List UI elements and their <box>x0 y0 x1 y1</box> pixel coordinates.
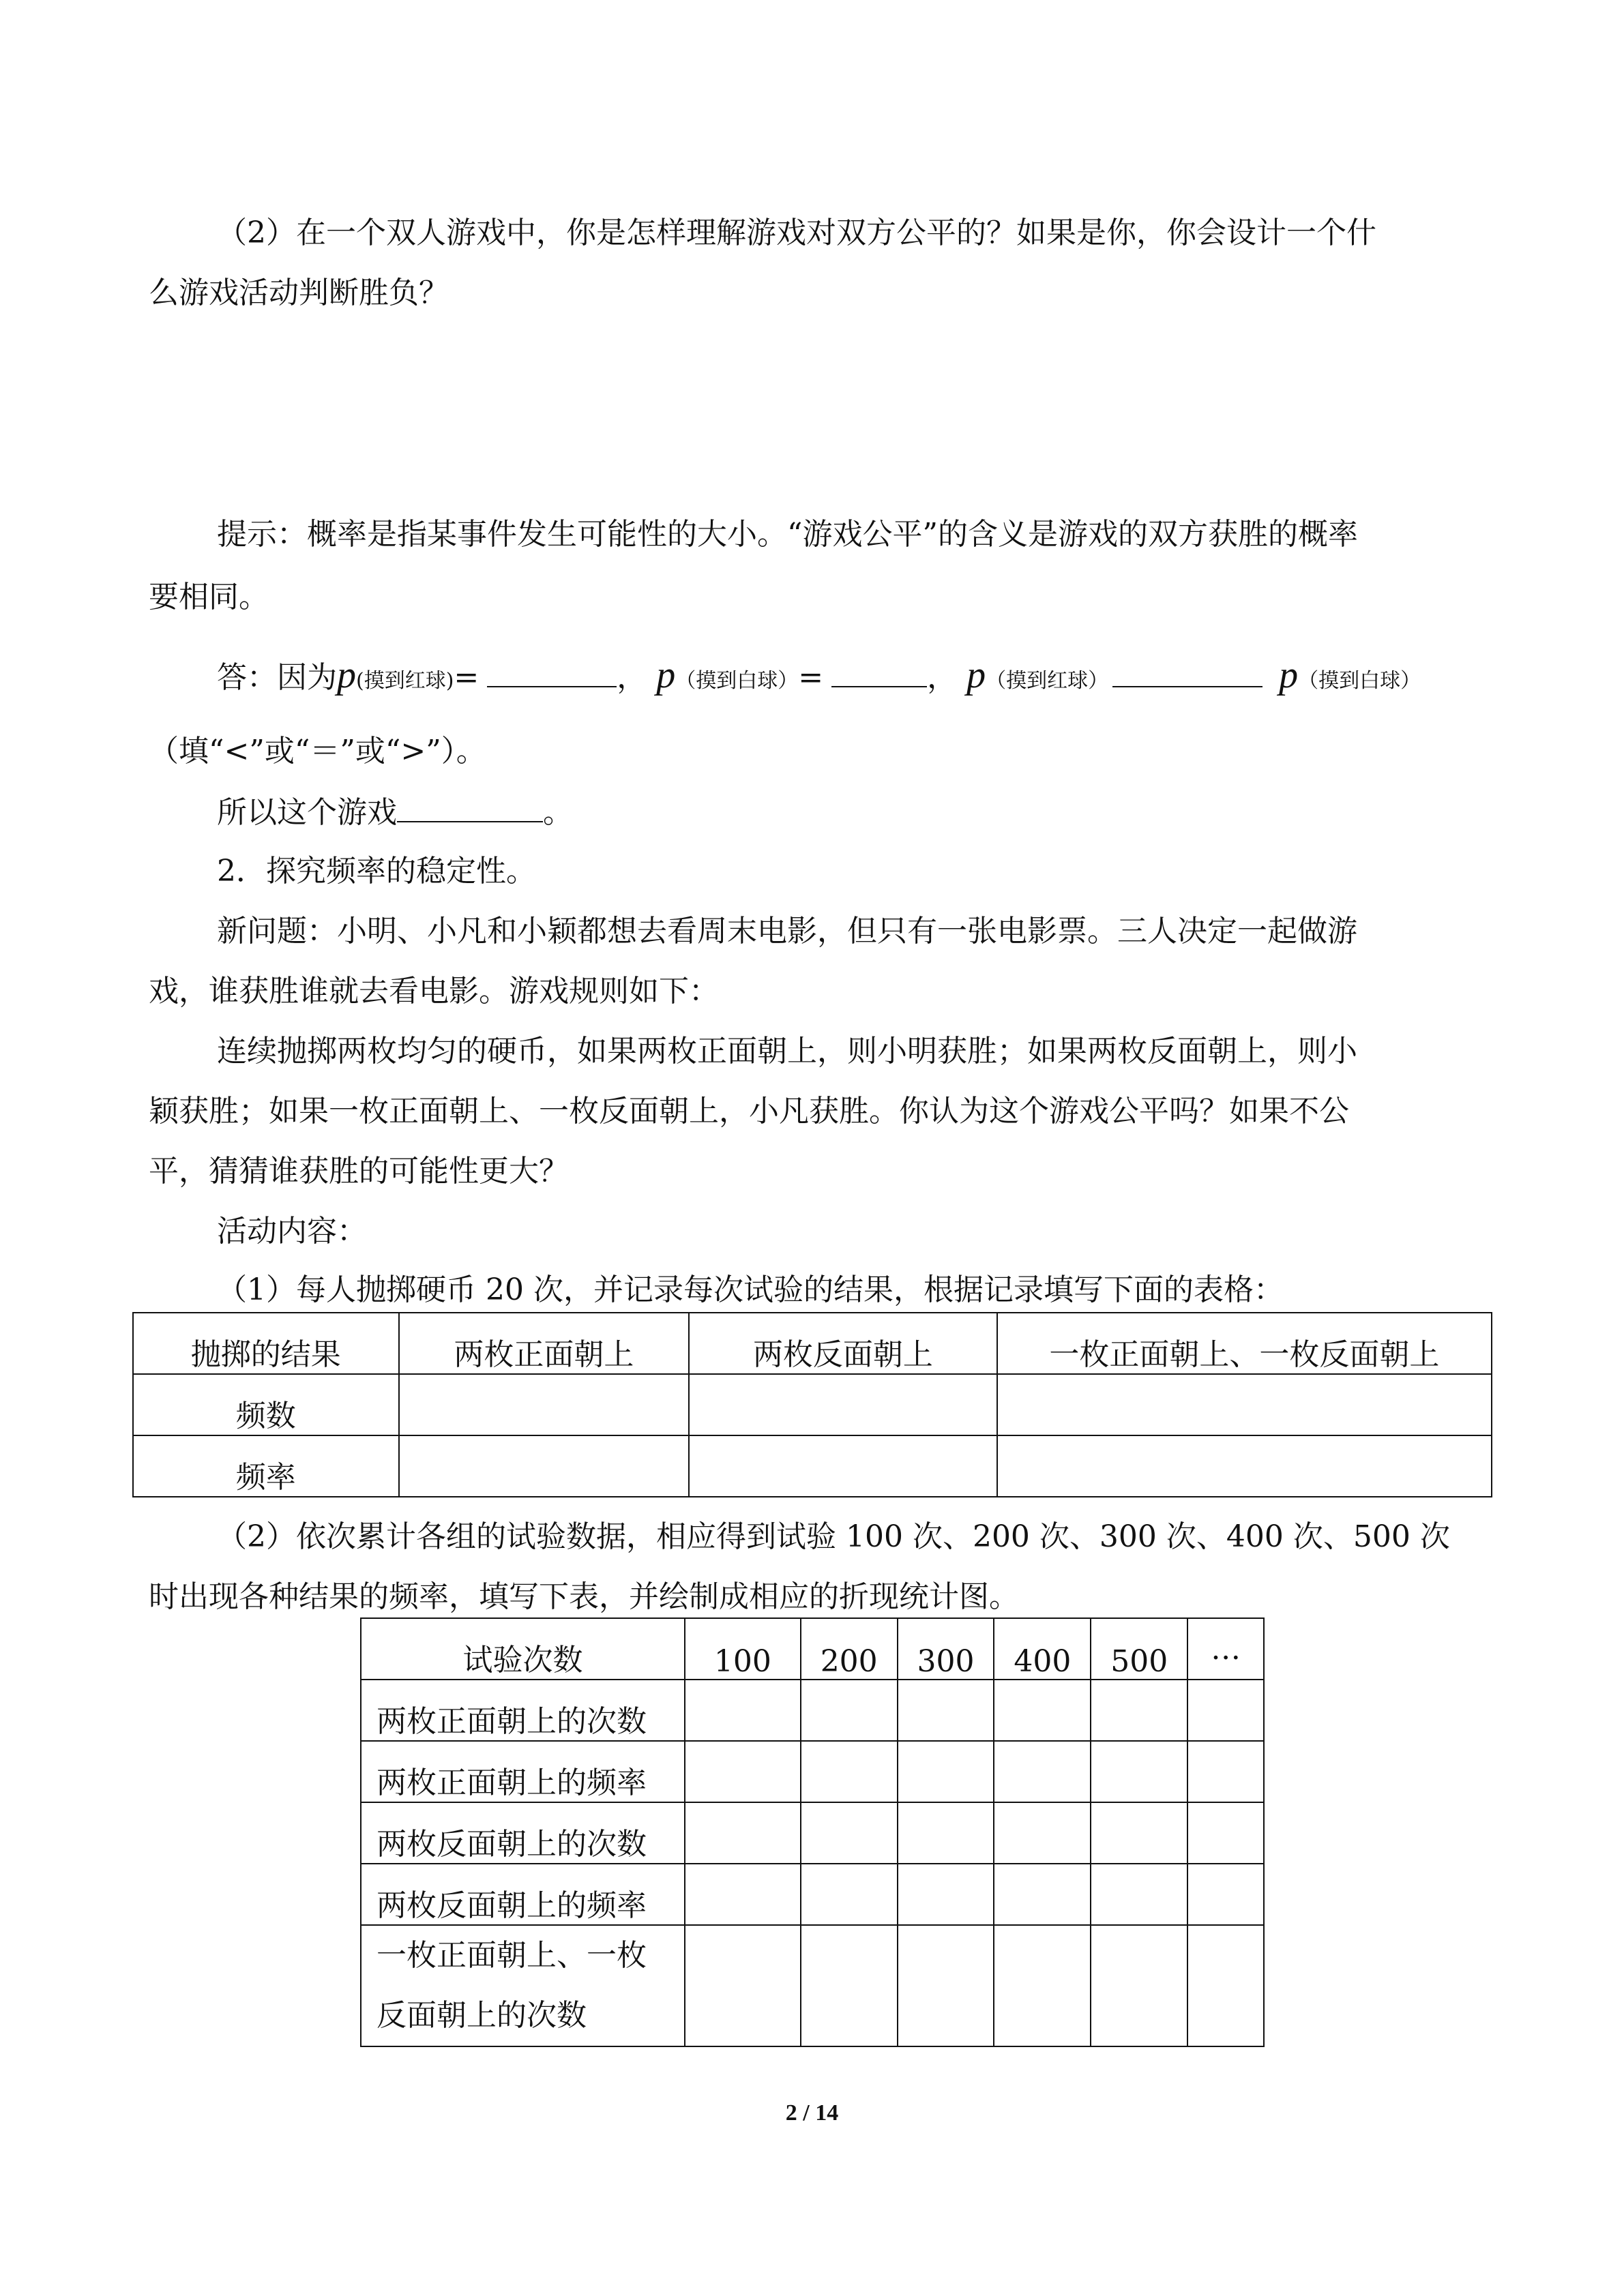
table-row <box>361 1618 1264 1680</box>
question-2-line1: （2）在一个双人游戏中，你是怎样理解游戏对双方公平的？如果是你，你会设计一个什 <box>217 215 1376 250</box>
p-symbol: p <box>1279 654 1299 696</box>
table-row <box>133 1374 1492 1435</box>
subscript-white: （摸到白球） <box>675 669 799 693</box>
table-row <box>133 1313 1492 1374</box>
hint-line1: 提示：概率是指某事件发生可能性的大小。“游戏公平”的含义是游戏的双方获胜的概率 <box>217 517 1358 552</box>
table-row <box>361 1864 1264 1925</box>
table-cell[interactable] <box>994 1864 1091 1925</box>
table-header: … <box>1187 1618 1264 1680</box>
subscript-white: （摸到白球） <box>1298 669 1421 693</box>
table-cell[interactable] <box>1187 1680 1264 1741</box>
table-header: 500 <box>1091 1618 1187 1680</box>
fill-note: （填“<”或“＝”或“>”）。 <box>149 734 486 769</box>
table-cell[interactable] <box>997 1435 1492 1497</box>
table-cell[interactable] <box>1091 1802 1187 1864</box>
step-2-line1: （2）依次累计各组的试验数据，相应得到试验 100 次、200 次、300 次、400 次、500 次 <box>217 1519 1450 1554</box>
p-symbol: p <box>966 654 986 696</box>
subscript-red: （摸到红球） <box>986 669 1109 693</box>
table-row <box>361 1925 1264 2046</box>
table-cell[interactable] <box>898 1802 994 1864</box>
table-cell[interactable] <box>685 1802 801 1864</box>
blank-compare[interactable] <box>1112 656 1263 687</box>
so-line <box>217 791 573 833</box>
section-2-title: 2．探究频率的稳定性。 <box>217 854 536 889</box>
table-header: 抛掷的结果 <box>133 1313 399 1374</box>
table-cell[interactable] <box>689 1374 997 1435</box>
table-cell[interactable] <box>898 1741 994 1802</box>
blank-p-white[interactable] <box>831 656 927 687</box>
answer-line <box>217 655 1421 702</box>
row-label-line: 一枚正面朝上、一枚 <box>377 1938 647 1973</box>
rule-line3: 平，猜猜谁获胜的可能性更大？ <box>149 1154 569 1189</box>
table-cell[interactable] <box>1091 1925 1187 2046</box>
answer-prefix: 答：因为 <box>217 660 337 695</box>
table-cell[interactable] <box>399 1435 690 1497</box>
table-header: 试验次数 <box>361 1618 685 1680</box>
table-cell[interactable] <box>994 1925 1091 2046</box>
table-cell[interactable] <box>685 1864 801 1925</box>
row-label <box>361 1925 685 2046</box>
table-cell[interactable] <box>994 1741 1091 1802</box>
row-label-line: 反面朝上的次数 <box>377 1998 587 2033</box>
table-cell[interactable] <box>898 1864 994 1925</box>
new-problem-line2: 戏，谁获胜谁就去看电影。游戏规则如下： <box>149 974 719 1009</box>
hint-line2: 要相同。 <box>149 580 269 614</box>
row-label: 两枚反面朝上的次数 <box>361 1802 685 1864</box>
table-cell[interactable] <box>1187 1864 1264 1925</box>
table-cell[interactable] <box>1187 1925 1264 2046</box>
new-problem-line1: 新问题：小明、小凡和小颖都想去看周末电影，但只有一张电影票。三人决定一起做游 <box>217 914 1357 949</box>
step-1: （1）每人抛掷硬币 20 次，并记录每次试验的结果，根据记录填写下面的表格： <box>217 1272 1284 1307</box>
table-cell[interactable] <box>801 1925 898 2046</box>
table-cell[interactable] <box>685 1925 801 2046</box>
comma: ， <box>617 660 647 695</box>
table-cell[interactable] <box>801 1741 898 1802</box>
row-label: 频率 <box>133 1435 399 1497</box>
table-cell[interactable] <box>685 1741 801 1802</box>
blank-p-red[interactable] <box>487 656 617 687</box>
table-cell[interactable] <box>898 1925 994 2046</box>
row-label: 频数 <box>133 1374 399 1435</box>
row-label: 两枚反面朝上的频率 <box>361 1864 685 1925</box>
question-2-line2: 么游戏活动判断胜负？ <box>149 275 449 310</box>
table-cell[interactable] <box>997 1374 1492 1435</box>
p-symbol: p <box>337 654 356 696</box>
table-cell[interactable] <box>994 1802 1091 1864</box>
so-suffix: 。 <box>543 795 573 830</box>
table-row <box>133 1435 1492 1497</box>
equals-sign: = <box>454 660 479 695</box>
table-cell[interactable] <box>801 1864 898 1925</box>
so-prefix: 所以这个游戏 <box>217 795 397 830</box>
rule-line1: 连续抛掷两枚均匀的硬币，如果两枚正面朝上，则小明获胜；如果两枚反面朝上，则小 <box>217 1034 1357 1069</box>
table-cell[interactable] <box>994 1680 1091 1741</box>
table-cell[interactable] <box>399 1374 690 1435</box>
table-cell[interactable] <box>898 1680 994 1741</box>
table-cell[interactable] <box>1091 1680 1187 1741</box>
table-row <box>361 1741 1264 1802</box>
table-cell[interactable] <box>801 1802 898 1864</box>
table-header: 300 <box>898 1618 994 1680</box>
table-cell[interactable] <box>1091 1864 1187 1925</box>
table-header: 两枚反面朝上 <box>689 1313 997 1374</box>
table-header: 400 <box>994 1618 1091 1680</box>
equals-sign: = <box>798 660 824 695</box>
table-cell[interactable] <box>1187 1802 1264 1864</box>
table-cell[interactable] <box>685 1680 801 1741</box>
table-cell[interactable] <box>1187 1741 1264 1802</box>
p-symbol: p <box>656 654 676 696</box>
table-row <box>361 1680 1264 1741</box>
table-cell[interactable] <box>801 1680 898 1741</box>
table-header: 两枚正面朝上 <box>399 1313 690 1374</box>
table-header: 100 <box>685 1618 801 1680</box>
row-label: 两枚正面朝上的频率 <box>361 1741 685 1802</box>
blank-game-fair[interactable] <box>397 791 543 822</box>
table-cell[interactable] <box>1091 1741 1187 1802</box>
step-2-line2: 时出现各种结果的频率，填写下表，并绘制成相应的折现统计图。 <box>149 1579 1019 1614</box>
activity-label: 活动内容： <box>217 1214 367 1249</box>
table-row <box>361 1802 1264 1864</box>
table-cell[interactable] <box>689 1435 997 1497</box>
frequency-table <box>360 1617 1265 2047</box>
page-number: 2 / 14 <box>785 2100 839 2126</box>
table-header: 一枚正面朝上、一枚反面朝上 <box>997 1313 1492 1374</box>
row-label: 两枚正面朝上的次数 <box>361 1680 685 1741</box>
comma: ， <box>927 660 958 695</box>
subscript-red: (摸到红球) <box>356 669 454 693</box>
table-header: 200 <box>801 1618 898 1680</box>
rule-line2: 颖获胜；如果一枚正面朝上、一枚反面朝上，小凡获胜。你认为这个游戏公平吗？如果不公 <box>149 1094 1349 1129</box>
coin-result-table <box>132 1312 1492 1497</box>
